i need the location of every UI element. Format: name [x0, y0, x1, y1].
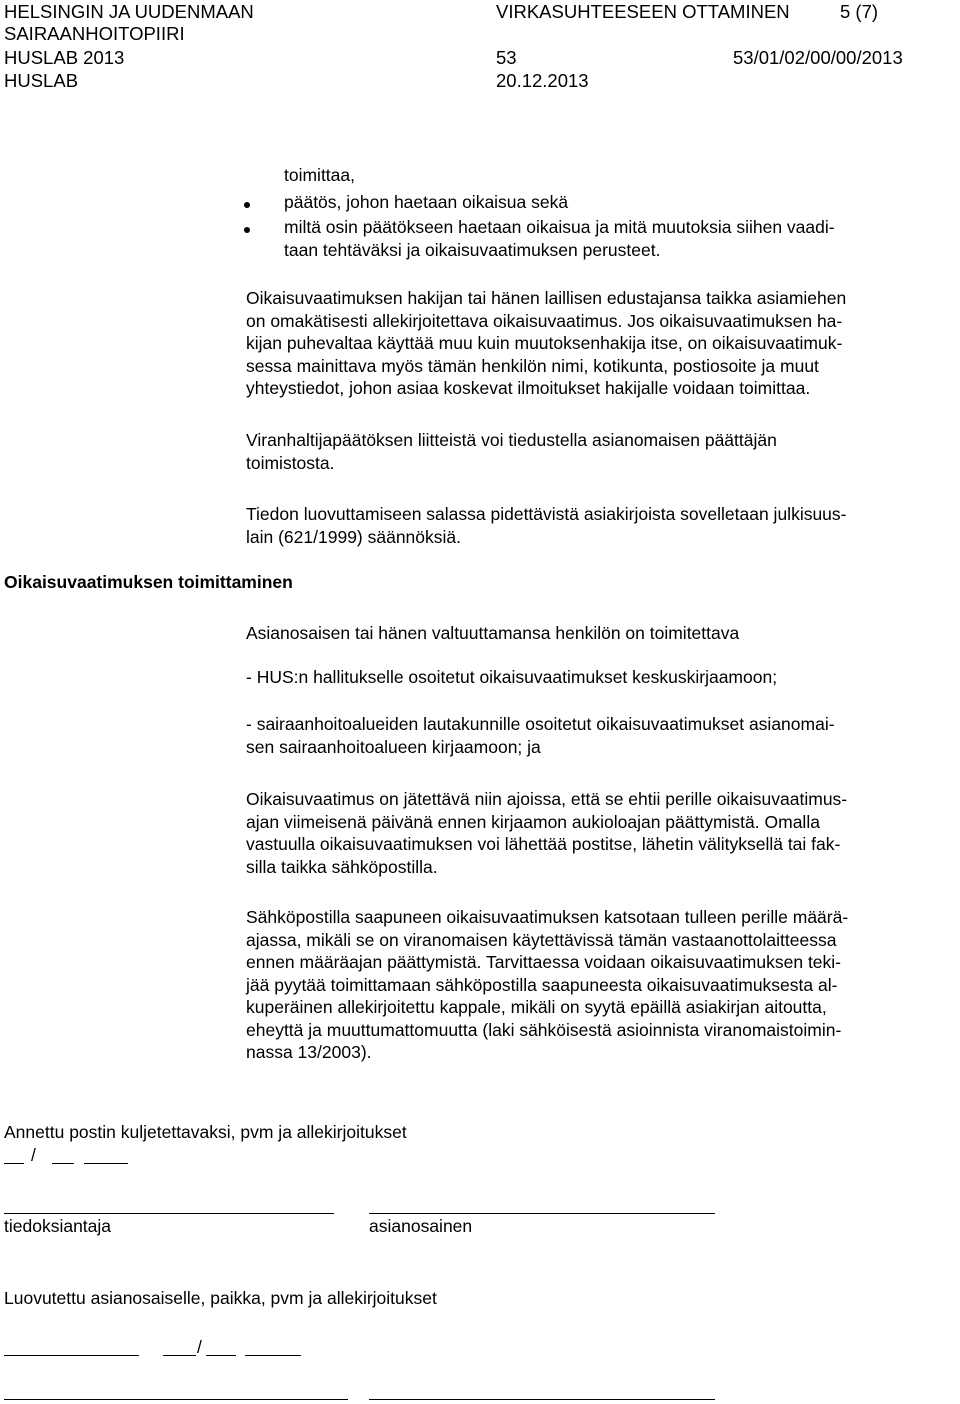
- text-line: Tiedon luovuttamiseen salassa pidettävistä asiakirjoista sovelletaan julkisuus-: [246, 504, 847, 524]
- date-separator: /: [31, 1145, 36, 1165]
- text-line: toimistosta.: [246, 452, 335, 473]
- year-field-line: [245, 1355, 301, 1356]
- signature-line-right: [369, 1399, 715, 1400]
- year-field-line: [84, 1163, 128, 1164]
- day-field-line: [4, 1163, 24, 1164]
- paragraph-signature-requirement: [246, 287, 958, 400]
- text-line: ennen määräajan päättymistä. Tarvittaessa voidaan oikaisuvaatimuksen teki-: [246, 952, 841, 972]
- paragraph-confidentiality: [246, 503, 958, 548]
- text-line: sen sairaanhoitoalueen kirjaamoon; ja: [246, 736, 541, 757]
- text-line: - sairaanhoitoalueiden lautakunnille osoitetut oikaisuvaatimukset asianomai-: [246, 714, 835, 734]
- text-line: Oikaisuvaatimus on jätettävä niin ajoissa, että se ehtii perille oikaisuvaatimus-: [246, 789, 848, 809]
- month-field-line: [52, 1163, 74, 1164]
- party-label: asianosainen: [369, 1216, 473, 1236]
- text-line: Asianosaisen tai hänen valtuuttamansa henkilön on toimitettava: [246, 623, 740, 643]
- page-number: 5 (7): [840, 1, 879, 22]
- text-line: on omakätisesti allekirjoitettava oikaisuvaatimus. Jos oikaisuvaatimuksen ha-: [246, 310, 843, 331]
- text-line: Viranhaltijapäätöksen liitteistä voi tiedustella asianomaisen päättäjän: [246, 430, 777, 450]
- text-line: kijan puhevaltaa käyttää muu kuin muutoksenhakija itse, on oikaisuvaatimuk-: [246, 333, 843, 353]
- paragraph-delivery-committees: [246, 713, 958, 758]
- text-line: sessa mainittava myös tämän henkilön nimi, kotikunta, postiosoite ja muut: [246, 355, 819, 376]
- text-line: silla taikka sähköpostilla.: [246, 856, 438, 877]
- text-line: Sähköpostilla saapuneen oikaisuvaatimuksen katsotaan tulleen perille määrä-: [246, 907, 849, 927]
- text-line: ajassa, mikäli se on viranomaisen käytettävissä tämän vastaanottolaitteessa: [246, 929, 837, 950]
- decision-date: 20.12.2013: [496, 70, 589, 91]
- paragraph-email-delivery: [246, 906, 958, 1064]
- bullet-icon: [244, 227, 250, 233]
- informer-signature-line: [4, 1213, 334, 1214]
- intro-line: toimittaa,: [284, 165, 355, 185]
- month-field-line: [206, 1355, 236, 1356]
- text-line: jää pyytää toimittamaan sähköpostilla saapuneesta oikaisuvaatimuksesta al-: [246, 974, 838, 995]
- document-type: VIRKASUHTEESEEN OTTAMINEN: [496, 1, 790, 22]
- informer-label: tiedoksiantaja: [4, 1216, 112, 1236]
- reference-code: 53/01/02/00/00/2013: [733, 47, 903, 68]
- text-line: kuperäinen allekirjoitettu kappale, mikäli on syytä epäillä asiakirjan aitoutta,: [246, 997, 827, 1017]
- paragraph-attachments: [246, 429, 958, 474]
- paragraph-deadline: [246, 788, 958, 878]
- bullet-item: päätös, johon haetaan oikaisua sekä: [284, 192, 569, 212]
- organization-name-line2: SAIRAANHOITOPIIRI: [4, 23, 185, 44]
- party-signature-line: [369, 1213, 715, 1214]
- signature-line-left: [4, 1399, 348, 1400]
- text-line: ajan viimeisenä päivänä ennen kirjaamon aukioloajan päättymistä. Omalla: [246, 811, 820, 832]
- text-line: lain (621/1999) säännöksiä.: [246, 526, 462, 547]
- organization-code-year: HUSLAB 2013: [4, 47, 125, 68]
- date-separator: /: [197, 1337, 202, 1357]
- text-line: yhteystiedot, johon asiaa koskevat ilmoitukset hakijalle voidaan toimittaa.: [246, 378, 811, 398]
- decision-number: 53: [496, 47, 517, 68]
- day-field-line: [163, 1355, 196, 1356]
- mailing-date-label: Annettu postin kuljetettavaksi, pvm ja allekirjoitukset: [4, 1122, 407, 1142]
- delivered-label: Luovutettu asianosaiselle, paikka, pvm ja allekirjoitukset: [4, 1288, 437, 1308]
- text-line: vastuulla oikaisuvaatimuksen voi lähettää postitse, lähetin välityksellä tai fak-: [246, 834, 841, 854]
- text-line: eheyttä ja muuttumattomuutta (laki sähköisestä asioinnista viranomaistoimin-: [246, 1019, 842, 1040]
- bullet-icon: [244, 202, 250, 208]
- text-line: - HUS:n hallitukselle osoitetut oikaisuvaatimukset keskuskirjaamoon;: [246, 667, 778, 687]
- paragraph-delivery-intro: [246, 622, 958, 645]
- text-line: Oikaisuvaatimuksen hakijan tai hänen laillisen edustajansa taikka asiamiehen: [246, 288, 847, 308]
- bullet-item: miltä osin päätökseen haetaan oikaisua ja mitä muutoksia siihen vaadi-: [284, 217, 835, 237]
- organization-name-line1: HELSINGIN JA UUDENMAAN: [4, 1, 254, 22]
- organization-short-name: HUSLAB: [4, 70, 79, 91]
- paragraph-delivery-board: [246, 666, 958, 689]
- bullet-item-continuation: taan tehtäväksi ja oikaisuvaatimuksen perusteet.: [284, 240, 661, 260]
- section-heading: Oikaisuvaatimuksen toimittaminen: [4, 572, 293, 592]
- place-field-line: [4, 1355, 139, 1356]
- text-line: nassa 13/2003).: [246, 1042, 372, 1062]
